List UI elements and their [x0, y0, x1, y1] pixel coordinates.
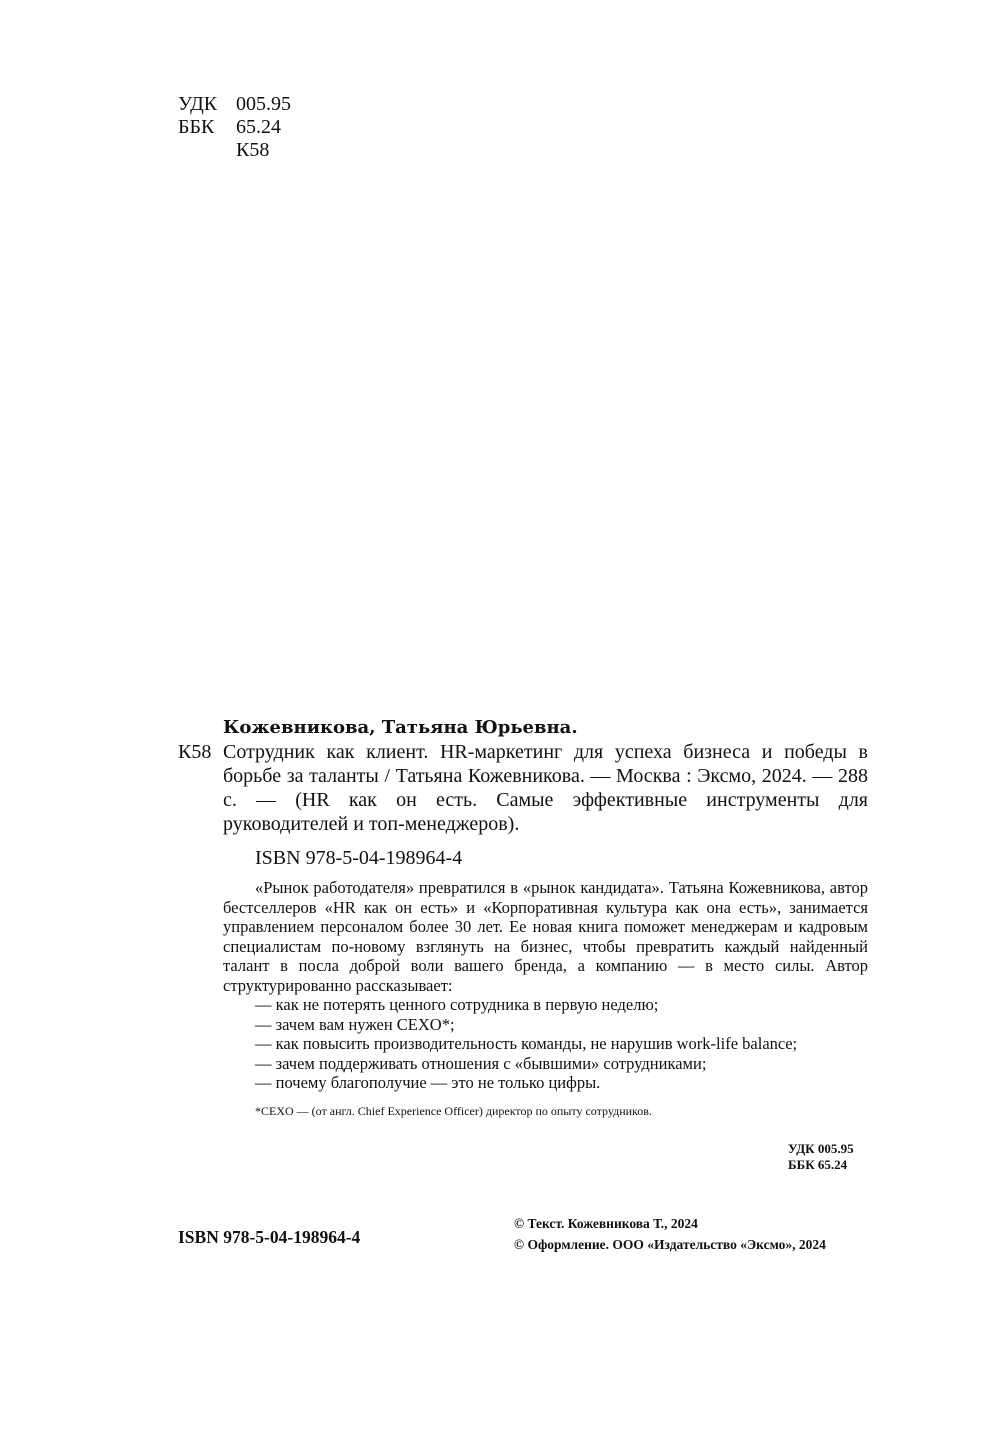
- bbk-label: ББК: [178, 116, 215, 138]
- footnote: *CEXO — (от англ. Chief Experience Officer) директор по опыту сотрудников.: [255, 1104, 652, 1118]
- author-mark-label: [178, 139, 236, 162]
- bibliographic-description: Сотрудник как клиент. HR-маркетинг для успеха бизнеса и победы в борьбе за таланты / Татьяна Кожевникова. — Москва : Эксмо, 2024. — 288 с. — (HR как он есть. Самые эффективные инструменты для руководителей и топ-менеджеров).: [223, 741, 868, 835]
- bottom-udk: УДК 005.95: [788, 1141, 854, 1156]
- author-mark-code: К58: [178, 741, 212, 763]
- classification-block: [178, 93, 291, 162]
- bottom-classification: [788, 1141, 854, 1173]
- list-item: — зачем вам нужен CEXO*;: [255, 1014, 455, 1034]
- record-isbn: ISBN 978-5-04-198964-4: [255, 847, 463, 869]
- list-item: — зачем поддерживать отношения с «бывшими» сотрудниками;: [255, 1053, 707, 1073]
- annotation: [223, 878, 868, 1093]
- bbk-row: [178, 116, 291, 139]
- udk-label: УДК: [178, 93, 218, 115]
- bottom-isbn: ISBN 978-5-04-198964-4: [178, 1227, 361, 1247]
- author-mark-value: К58: [236, 139, 270, 161]
- list-item: — как повысить производительность команды, не нарушив work-life balance;: [255, 1034, 798, 1053]
- udk-value: 005.95: [236, 93, 291, 115]
- bbk-value: 65.24: [236, 116, 281, 138]
- list-item: — как не потерять ценного сотрудника в первую неделю;: [255, 995, 659, 1014]
- copyright-block: [514, 1213, 826, 1255]
- copyright-text: © Текст. Кожевникова Т., 2024: [514, 1216, 698, 1231]
- udk-row: [178, 93, 291, 116]
- bottom-bbk: ББК 65.24: [788, 1157, 848, 1172]
- annotation-paragraph: «Рынок работодателя» превратился в «рынок кандидата». Татьяна Кожевникова, автор бестселлеров «HR как он есть» и «Корпоративная культура как она есть», занимается управлением персоналом более 30 лет. Ее новая книга поможет менеджерам и кадровым специалистам по-новому взглянуть на бизнес, чтобы превратить каждый найденный талант в посла доброй воли вашего бренда, а компанию — в место силы. Автор структурированно рассказывает:: [223, 878, 868, 995]
- author-mark-row: [178, 139, 291, 162]
- annotation-list: [223, 995, 868, 1093]
- list-item: — почему благополучие — это не только цифры.: [255, 1073, 601, 1092]
- copyright-design: © Оформление. ООО «Издательство «Эксмо», 2024: [514, 1237, 826, 1252]
- author-heading: Кожевникова, Татьяна Юрьевна.: [223, 717, 578, 738]
